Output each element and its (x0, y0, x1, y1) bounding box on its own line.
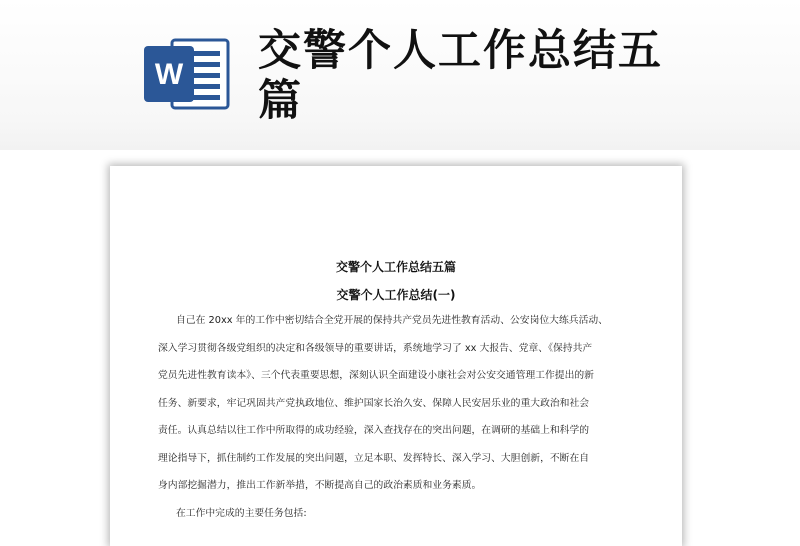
body-line: 深入学习贯彻各级党组织的决定和各级领导的重要讲话，系统地学习了 xx 大报告、党章、《保持共产 (158, 342, 593, 354)
document-page (110, 166, 682, 546)
header-banner (0, 0, 800, 150)
document-subheading: 交警个人工作总结(一) (336, 288, 456, 302)
body-line: 身内部挖掘潜力，推出工作新举措，不断提高自己的政治素质和业务素质。 (158, 480, 482, 491)
page-title: 交警个人工作总结五篇 (258, 26, 663, 126)
body-line: 任务、新要求，牢记巩固共产党执政地位、维护国家长治久安、保障人民安居乐业的重大政治和社会 (158, 397, 590, 409)
document-body (158, 313, 648, 533)
body-line: 责任。认真总结以往工作中所取得的成功经验，深入查找存在的突出问题，在调研的基础上和科学的 (158, 425, 590, 436)
next-paragraph-line: 在工作中完成的主要任务包括: (176, 507, 307, 519)
body-line: 党员先进性教育读本》、三个代表重要思想，深刻认识全面建设小康社会对公安交通管理工作提出的新 (158, 370, 594, 381)
body-line: 理论指导下，抓住制约工作发展的突出问题，立足本职、发挥特长、深入学习、大胆创新，不断在自 (158, 452, 590, 464)
document-heading: 交警个人工作总结五篇 (335, 260, 456, 274)
word-icon-letter: W (154, 58, 184, 91)
word-icon (142, 34, 232, 114)
body-line: 自己在 20xx 年的工作中密切结合全党开展的保持共产党员先进性教育活动、公安岗位大练兵活动、 (176, 315, 608, 326)
